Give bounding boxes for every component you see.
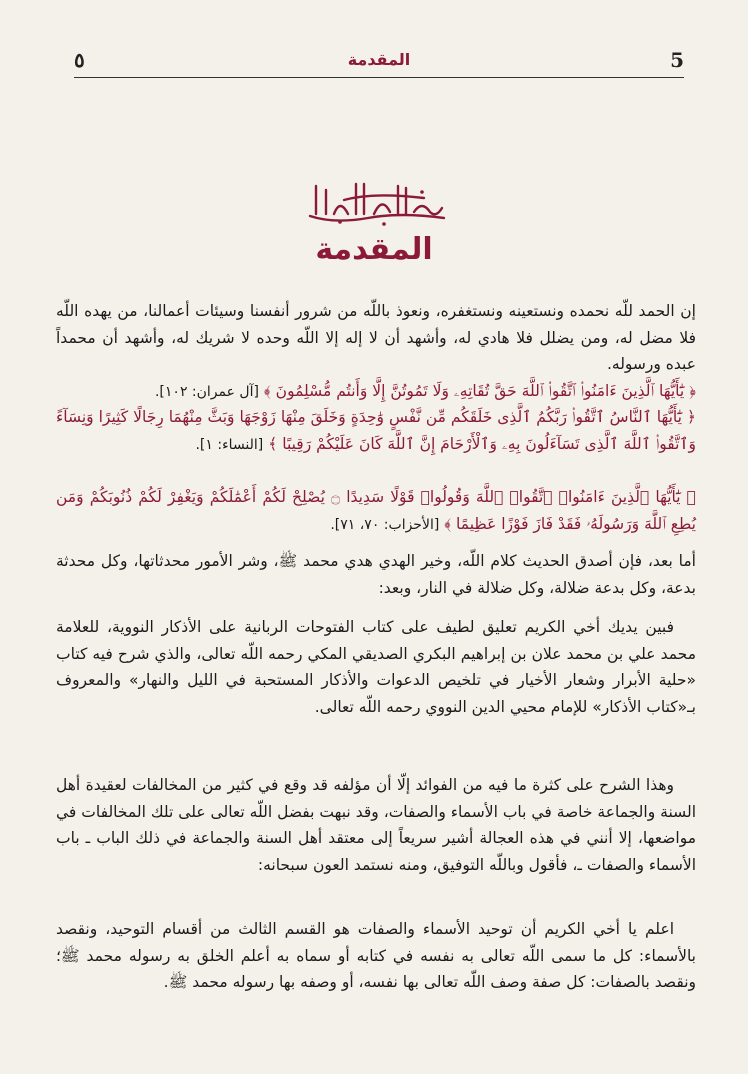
verse-text: ﴿ يَٰٓأَيُّهَا ٱلَّذِينَ ءَامَنُوا۟ ٱتَّقُوا۟ ٱللَّهَ وَقُولُوا۟ قَوْلًا سَدِيدًا ۝ يُصْلِحْ لَكُمْ أَعْمَٰلَكُمْ وَيَغْفِرْ لَكُمْ ذُنُوبَكُمْ وَمَن يُطِعِ ٱللَّهَ وَرَسُولَهُۥ فَقَدْ فَازَ فَوْزًا عَظِيمًا ﴾ bbox=[56, 488, 696, 533]
basmala-calligraphy bbox=[304, 178, 450, 228]
page-number-latin: 5 bbox=[670, 48, 684, 72]
verse-an-nisa bbox=[56, 404, 696, 458]
page-header bbox=[74, 44, 684, 78]
verse-aal-imran bbox=[56, 378, 696, 406]
verse-text: ﴿ يَٰٓأَيُّهَا ٱلنَّاسُ ٱتَّقُوا۟ رَبَّكُمُ ٱلَّذِى خَلَقَكُم مِّن نَّفْسٍ وَٰحِدَةٍ وَخَلَقَ مِنْهَا زَوْجَهَا وَبَثَّ مِنْهُمَا رِجَالًا كَثِيرًا وَنِسَآءً وَٱتَّقُوا۟ ٱللَّهَ ٱلَّذِى تَسَآءَلُونَ بِهِۦ وَٱلْأَرْحَامَ إِنَّ ٱللَّهَ كَانَ عَلَيْكُمْ رَقِيبًا ﴾ bbox=[56, 408, 696, 453]
basmala-calligraphy-image bbox=[304, 178, 450, 228]
verse-text: ﴿ يَٰٓأَيُّهَا ٱلَّذِينَ ءَامَنُوا۟ ٱتَّقُوا۟ ٱللَّهَ حَقَّ تُقَاتِهِۦ وَلَا تَمُوتُنَّ إِلَّا وَأَنتُم مُّسْلِمُونَ ﴾ bbox=[263, 382, 696, 400]
header-rule bbox=[74, 77, 684, 78]
chapter-title: المقدمة bbox=[315, 232, 433, 267]
opening-paragraph: إن الحمد للّه نحمده ونستعينه ونستغفره، ونعوذ باللّه من شرور أنفسنا وسيئات أعمالنا، من يهده اللّه فلا مضل له، ومن يضلل فلا هادي له، وأشهد أن لا إله إلا اللّه وحده لا شريك له، وأشهد أن محمداً عبده ورسوله. bbox=[56, 302, 696, 373]
verse-reference: [الأحزاب: ٧٠، ٧١]. bbox=[330, 516, 440, 533]
khutbat-al-hajah-paragraph: أما بعد، فإن أصدق الحديث كلام اللّه، وخير الهدي هدي محمد ﷺ، وشر الأمور محدثاتها، وكل محدثة بدعة، وكل بدعة ضلالة، وكل ضلالة في النار، وبعد: bbox=[56, 552, 696, 597]
running-header-title: المقدمة bbox=[347, 50, 411, 69]
verse-reference: [النساء: ١]. bbox=[195, 436, 264, 453]
names-and-attributes-paragraph: اعلم يا أخي الكريم أن توحيد الأسماء والصفات هو القسم الثالث من أقسام التوحيد، ونقصد بالأسماء: كل ما سمى اللّه تعالى به نفسه في كتابه أو سماه به أعلم الخلق به رسوله محمد ﷺ؛ ونقصد بالصفات: كل صفة وصف اللّه تعالى بها نفسه، أو وصفه بها رسوله محمد ﷺ. bbox=[56, 920, 696, 991]
page-number-arabic: ٥ bbox=[74, 48, 85, 72]
book-critique-paragraph: وهذا الشرح على كثرة ما فيه من الفوائد إلّا أن مؤلفه قد وقع في كثير من المخالفات لعقيدة أهل السنة والجماعة خاصة في باب الأسماء والصفات، وقد نبهت بفضل اللّه تعالى على تلك المخالفات في مواضعها، إلا أنني في هذه العجالة أشير سريعاً إلى معتقد أهل السنة والجماعة في ذلك الباب ـ باب الأسماء والصفات ـ، فأقول وباللّه التوفيق، ومنه نستمد العون سبحانه: bbox=[56, 776, 696, 874]
verse-reference: [آل عمران: ١٠٢]. bbox=[154, 384, 259, 400]
book-introduction-paragraph: فبين يديك أخي الكريم تعليق لطيف على كتاب الفتوحات الربانية على الأذكار النووية، للعلامة محمد علي بن محمد علان بن إبراهيم البكري الصديقي المكي رحمه اللّه تعالى، والذي شرح فيه كتاب «حلية الأبرار وشعار الأخيار في تلخيص الدعوات والأذكار المستحبة في الليل والنهار» والمعروف بـ«كتاب الأذكار» للإمام محيي الدين النووي رحمه اللّه تعالى. bbox=[56, 618, 696, 716]
verse-al-ahzab bbox=[56, 484, 696, 538]
